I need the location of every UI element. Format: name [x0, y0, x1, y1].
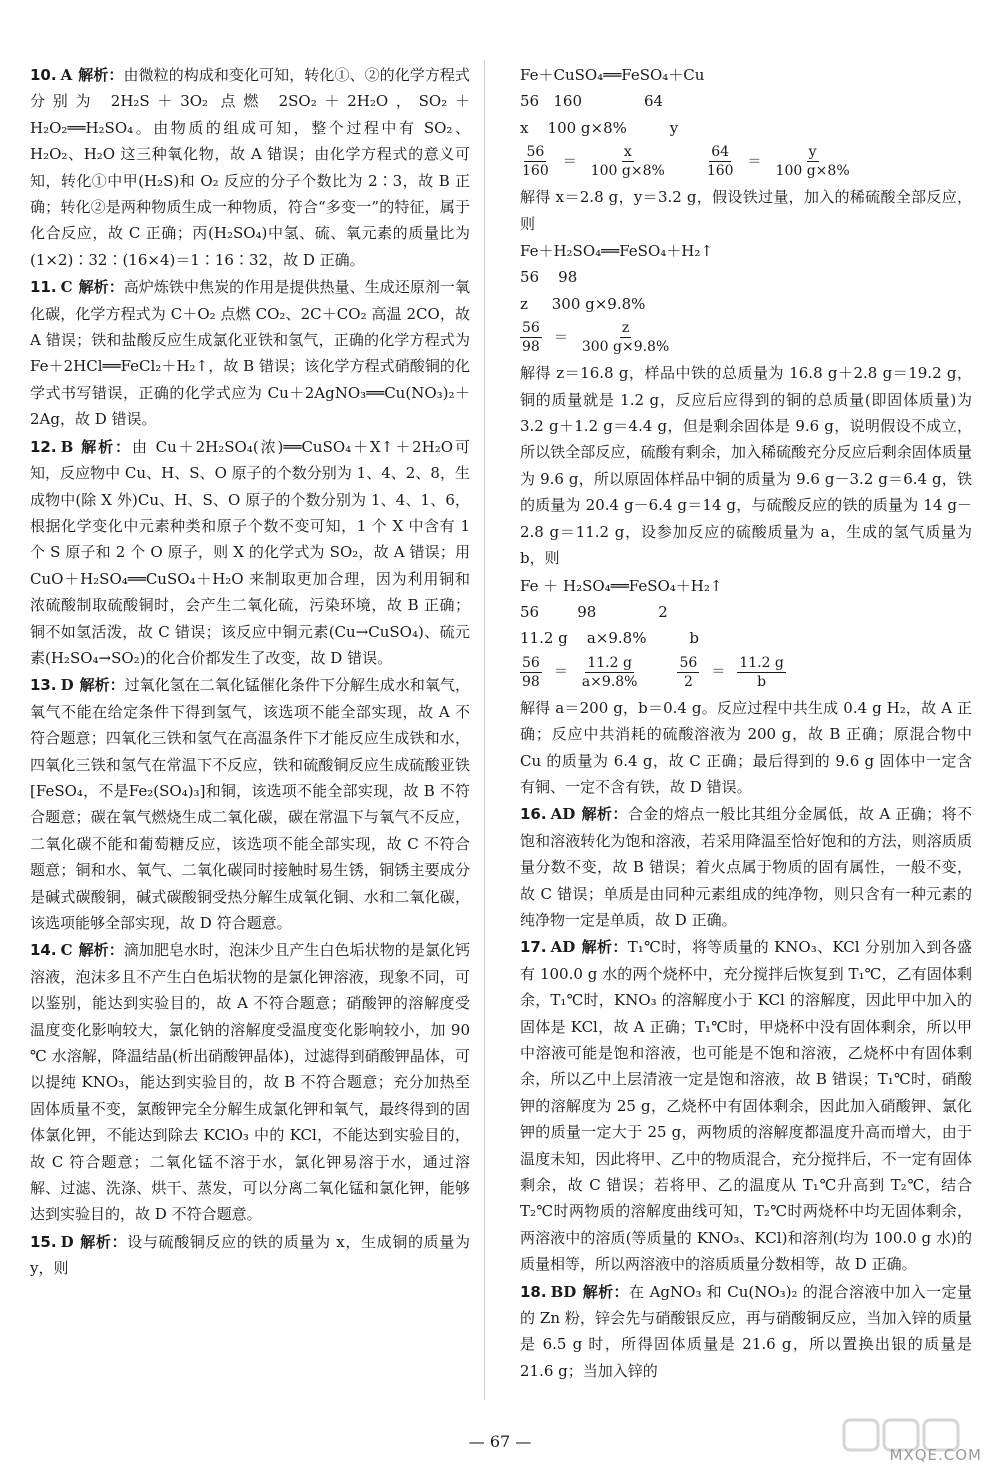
fraction: $\frac{56}{98}$	[522, 654, 540, 690]
question-13: 13. D 解析：过氧化氢在二氧化锰催化条件下分解生成水和氧气，氧气不能在给定条件下得到氢气，该选项不能全部实现，故 A 不符合题意；四氧化三铁和氢气在高温条件下才能反应生成铁和水，四氧化三铁和氢气在常温下不反应，铁和硫酸铜反应生成硫酸亚铁[FeSO₄，不是Fe₂(SO₄)₃]和铜，该选项不能全部实现，故 B 不符合题意；碳在氧气燃烧生成二氧化碳，碳在常温下与氧气不反应，二氧化碳不能和葡萄糖反应，该选项不能全部实现，故 C 不符合题意；铜和水、氧气、二氧化碳同时接触时易生锈，铜锈主要成分是碱式碳酸铜，碱式碳酸铜受热分解生成氧化铜、水和二氧化碳，该选项能够全部实现，故 D 符合题意。	[30, 676, 470, 932]
fraction: $\frac{x}{100 g\times 8\%}$	[590, 144, 665, 180]
calc-block-3	[520, 573, 972, 691]
left-column	[30, 62, 470, 1283]
fraction: $\frac{64}{160}$	[706, 144, 734, 180]
fraction: $\frac{56}{2}$	[679, 654, 698, 690]
right-column	[520, 62, 972, 1385]
equation: Fe＋CuSO₄══FeSO₄＋Cu	[520, 66, 705, 84]
column-divider	[484, 60, 485, 1400]
watermark-text: MXQE.COM	[889, 1446, 982, 1464]
fraction: $\frac{11.2 g}{b}$	[739, 654, 784, 690]
proportion-row: $\frac{56}{98}$ ＝ $\frac{z}{300 g\times 9.8\%}$	[522, 320, 670, 356]
page-number: — 67 —	[468, 1432, 532, 1451]
proportion-row: $\frac{56}{160}$ ＝ $\frac{x}{100 g\times 8\%}$ $\frac{64}{160}$ ＝ $\frac{y}{100 g\times 8\%}$	[522, 144, 850, 180]
mass-row: 56 98 2	[520, 602, 668, 621]
calc-block-1	[520, 62, 972, 180]
equation: Fe ＋ H₂SO₄══FeSO₄＋H₂↑	[520, 576, 723, 595]
fraction: $\frac{11.2 g}{a\times 9.8\%}$	[581, 654, 638, 690]
fraction: $\frac{56}{160}$	[522, 144, 549, 180]
question-15: 15. D 解析：设与硫酸铜反应的铁的质量为 x，生成铜的质量为 y，则	[30, 1232, 470, 1278]
question-18: 18. BD 解析：在 AgNO₃ 和 Cu(NO₃)₂ 的混合溶液中加入一定量的 Zn 粉，锌会先与硝酸银反应，再与硝酸铜反应，当加入锌的质量是 6.5 g 时，所得固体质量是 21.6 g，所以置换出银的质量是 21.6 g；当加入锌的	[520, 1282, 972, 1380]
question-14: 14. C 解析：滴加肥皂水时，泡沫少且产生白色垢状物的是氯化钙溶液，泡沫多且不产生白色垢状物的是氯化钾溶液，现象不同，可以鉴别，能达到实验目的，故 A 不符合题意；硝酸钾的溶解度受温度变化影响较大，氯化钠的溶解度受温度变化影响较小，加 90 ℃ 水溶解，降温结晶(析出硝酸钾晶体)，过滤得到硝酸钾晶体，可以提纯 KNO₃，能达到实验目的，故 B 不符合题意；充分加热至固体质量不变，氯酸钾完全分解生成氯化钾和氧气，最终得到的固体氯化钾，不能达到除去 KClO₃ 中的 KCl，不能达到实验目的，故 C 符合题意；二氧化锰不溶于水，氯化钾易溶于水，通过溶解、过滤、洗涤、烘干、蒸发，可以分离二氧化锰和氯化钾，能够达到实验目的，故 D 不符合题意。	[30, 941, 470, 1224]
equation: Fe＋H₂SO₄══FeSO₄＋H₂↑	[520, 242, 713, 261]
question-16: 16. AD 解析：合金的熔点一般比其组分金属低，故 A 正确；将不饱和溶液转化为饱和溶液，若采用降温至恰好饱和的方法，则溶质质量分数不变，故 B 错误；着火点属于物质的固有属性，一般不变，故 C 错误；单质是由同种元素组成的纯净物，则只含有一种元素的纯净物一定是单质，故 D 正确。	[520, 805, 972, 929]
mass-row: 56 160 64	[520, 92, 664, 111]
question-12: 12. B 解析：由 Cu＋2H₂SO₄(浓)══CuSO₄＋X↑＋2H₂O可知，反应物中 Cu、H、S、O 原子的个数分别为 1、4、2、8，生成物中(除 X 外)Cu、H、S、O 原子的个数分别为 1、4、1、6，根据化学变化中元素种类和原子个数不变可知，1 个 X 中含有 1 个 S 原子和 2 个 O 原子，则 X 的化学式为 SO₂，故 A 错误；用 CuO＋H₂SO₄══CuSO₄＋H₂O 来制取更加合理，因为利用铜和浓硫酸制取硫酸铜时，会产生二氧化硫，污染环境，故 B 正确；铜不如氢活泼，故 C 错误；该反应中铜元素(Cu→CuSO₄)、硫元素(H₂SO₄→SO₂)的化合价都发生了改变，故 D 错误。	[30, 437, 470, 667]
solution-paragraph: 解得 z＝16.8 g，样品中铁的总质量为 16.8 g＋2.8 g＝19.2 g，铜的质量就是 1.2 g，反应后应得到的铜的总质量(即固体质量)为 3.2 g＋1.2 g＝4.4 g，但是剩余固体是 9.6 g，说明假设不成立，所以铁全部反应，硫酸有剩余，加入稀硫酸充分反应后剩余固体质量为 9.6 g，所以原固体样品中铜的质量为 9.6 g－3.2 g＝6.4 g，铁的质量为 20.4 g－6.4 g＝14 g，与硫酸反应的铁的质量为 14 g－2.8 g＝11.2 g，设参加反应的硫酸质量为 a，生成的氢气质量为 b，则	[520, 364, 972, 568]
calc-block-2	[520, 238, 972, 356]
solution-paragraph: 解得 a＝200 g，b＝0.4 g。反应过程中共生成 0.4 g H₂，故 A 正确；反应中共消耗的硫酸溶液为 200 g，故 B 正确；原混合物中 Cu 的质量为 6.4 g，故 C 正确；最后得到的 9.6 g 固体中一定含有铜、一定不含有铁，故 D 错误。	[520, 698, 972, 796]
variable-row: 11.2 g a×9.8% b	[520, 629, 699, 648]
fraction: $\frac{z}{300 g\times 9.8\%}$	[581, 320, 670, 356]
proportion-row: $\frac{56}{98}$ ＝ $\frac{11.2 g}{a\times 9.8\%}$ $\frac{56}{2}$ ＝ $\frac{11.2 g}{b}$	[522, 654, 784, 690]
question-10: 10. A 解析：由微粒的构成和变化可知，转化①、②的化学方程式分别为 2H₂S＋3O₂ 点燃 2SO₂＋2H₂O，SO₂＋H₂O₂══H₂SO₄。由物质的组成可知，整个过程中有 SO₂、H₂O₂、H₂O 这三种氧化物，故 A 错误；由化学方程式的意义可知，转化①中甲(H₂S)和 O₂ 反应的分子个数比为 2∶3，故 B 正确；转化②是两种物质生成一种物质，符合“多变一”的特征，属于化合反应，故 C 正确；丙(H₂SO₄)中氢、硫、氧元素的质量比为(1×2)∶32∶(16×4)＝1∶16∶32，故 D 正确。	[30, 66, 470, 269]
fraction: $\frac{y}{100 g\times 8\%}$	[775, 144, 850, 180]
variable-row: x 100 g×8% y	[520, 118, 679, 137]
question-17: 17. AD 解析：T₁℃时，将等质量的 KNO₃、KCl 分别加入到各盛有 100.0 g 水的两个烧杯中，充分搅拌后恢复到 T₁℃，乙有固体剩余，T₁℃时，KNO₃ 的溶解度小于 KCl 的溶解度，因此甲中加入的固体是 KCl，故 A 正确；T₁℃时，甲烧杯中没有固体剩余，所以甲中溶液可能是饱和溶液，也可能是不饱和溶液，乙烧杯中有固体剩余，所以乙中上层清液一定是饱和溶液，故 B 错误；T₁℃时，硝酸钾的溶解度为 25 g，乙烧杯中有固体剩余，因此加入硝酸钾、氯化钾的质量一定大于 25 g，两物质的溶解度都温度升高而增大，由于温度未知，因此将甲、乙中的物质混合，充分搅拌后，不一定有固体剩余，故 C 错误；若将甲、乙的温度从 T₁℃升高到 T₂℃，结合 T₂℃时两物质的溶解度曲线可知，T₂℃时两烧杯中均无固体剩余，两溶液中的溶质(等质量的 KNO₃、KCl)和溶剂(均为 100.0 g 水)的质量相等，所以两溶液中的溶质质量分数相等，故 D 正确。	[520, 938, 972, 1274]
fraction: $\frac{56}{98}$	[522, 320, 540, 356]
question-11: 11. C 解析：高炉炼铁中焦炭的作用是提供热量、生成还原剂一氧化碳，化学方程式为 C＋O₂ 点燃 CO₂、2C＋CO₂ 高温 2CO，故 A 错误；铁和盐酸反应生成氯化亚铁和氢气，正确的化学方程式为 Fe＋2HCl══FeCl₂＋H₂↑，故 B 错误；该化学方程式硝酸铜的化学式书写错误，正确的化学式应为 Cu＋2AgNO₃══Cu(NO₃)₂＋2Ag，故 D 错误。	[30, 278, 470, 429]
variable-row: z 300 g×9.8%	[520, 294, 646, 313]
solution-paragraph: 解得 x＝2.8 g，y＝3.2 g，假设铁过量，加入的稀硫酸全部反应，则	[520, 188, 972, 233]
mass-row: 56 98	[520, 268, 578, 287]
